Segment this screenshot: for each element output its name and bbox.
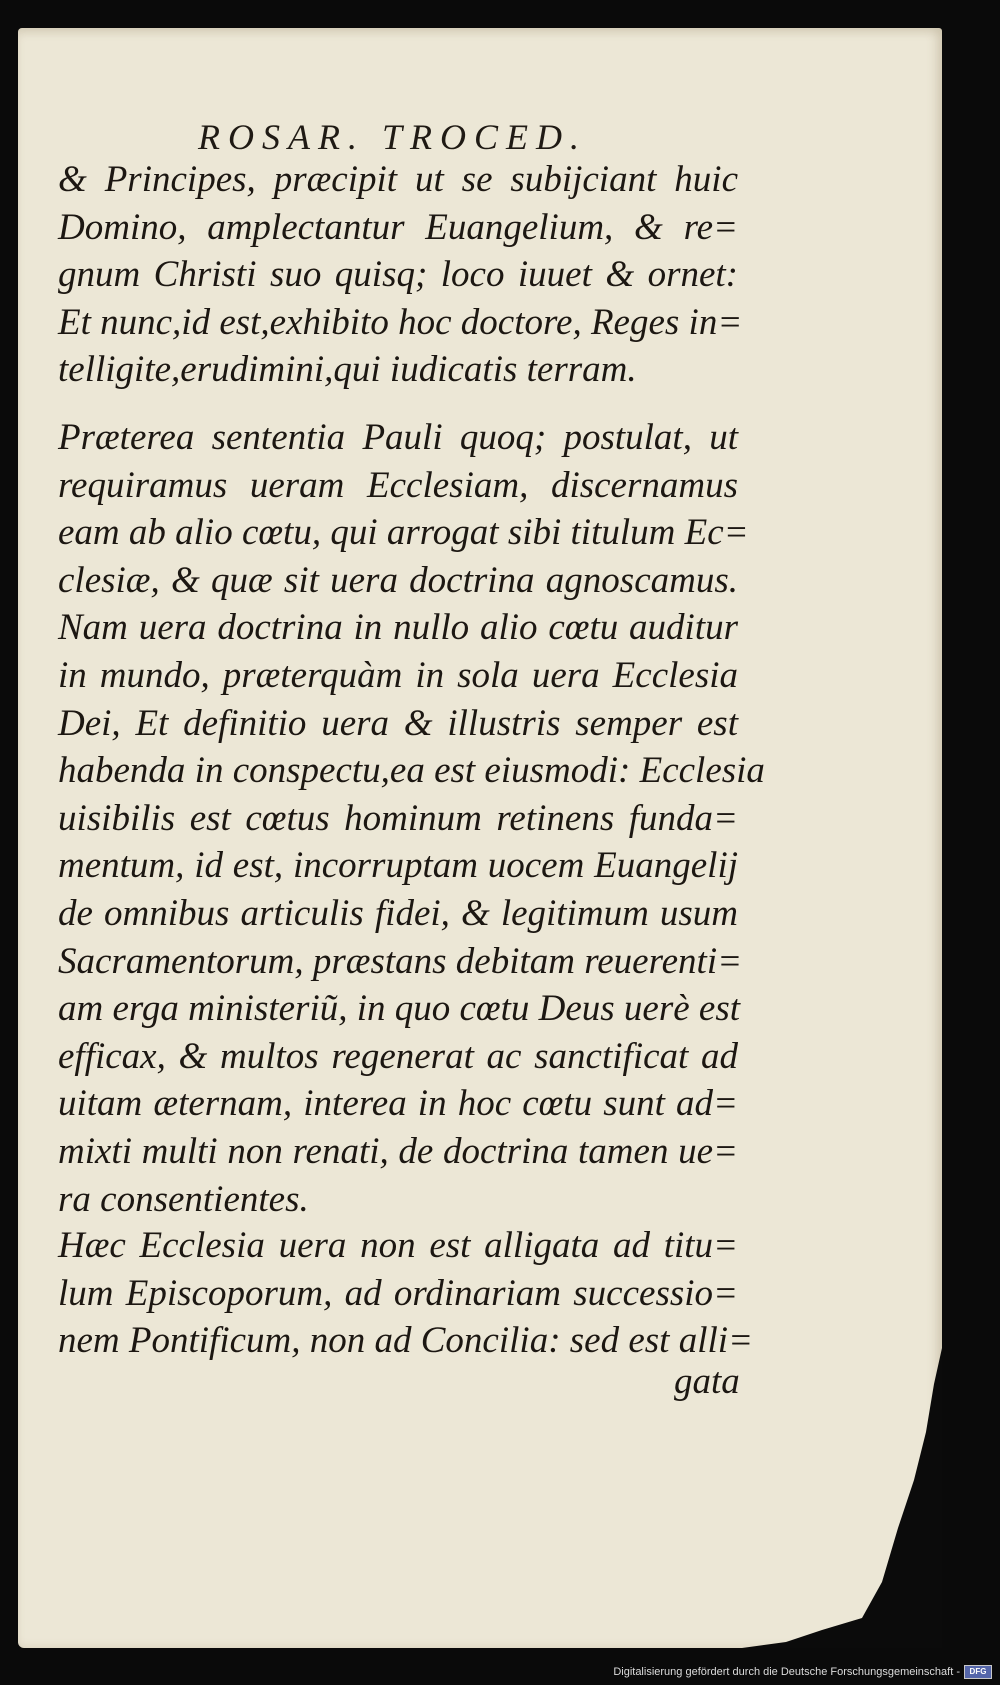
text-line: gnum Christi suo quisq; loco iuuet & ornet: [58,254,738,296]
text-line: de omnibus articulis fidei, & legitimum usum [58,892,738,934]
credit-text: Digitalisierung gefördert durch die Deutsche Forschungsgemeinschaft - [613,1666,960,1678]
text-line: Præterea sententia Pauli quoq; postulat, ut [58,417,738,458]
text-line: uisibilis est cœtus hominum retinens funda= [58,797,738,839]
book-page [18,28,942,1648]
text-line: uitam æternam, interea in hoc cœtu sunt ad= [58,1083,738,1125]
paragraph-2 [58,414,765,1223]
running-title: ROSAR. TROCED. [198,117,587,157]
text-line: mentum, id est, incorruptam uocem Euangelij [58,845,738,887]
catchword: gata [674,1361,740,1402]
text-line: & Principes, præcipit ut se subijciant huic [58,159,738,200]
text-line: clesiæ, & quæ sit uera doctrina agnoscamus. [58,559,738,601]
text-line: eam ab alio cœtu, qui arrogat sibi titulum Ec= [58,512,749,554]
text-line: efficax, & multos regenerat ac sanctificat ad [58,1035,738,1077]
text-line: habenda in conspectu,ea est eiusmodi: Ecclesia [58,750,765,792]
text-line: ra consentientes. [58,1178,309,1220]
dfg-logo-icon: DFG [964,1665,992,1679]
text-line: Nam uera doctrina in nullo alio cœtu auditur [58,607,738,649]
text-line: Et nunc,id est,exhibito hoc doctore, Reges in= [58,301,743,343]
paragraph-1 [58,156,743,394]
paragraph-3 [58,1222,753,1365]
torn-corner [742,1348,942,1648]
text-line: in mundo, præterquàm in sola uera Ecclesia [58,654,738,696]
text-line: nem Pontificum, non ad Concilia: sed est alli= [58,1320,753,1362]
text-line: mixti multi non renati, de doctrina tamen ue= [58,1130,738,1172]
text-line: Dei, Et definitio uera & illustris semper est [58,702,738,744]
text-line: lum Episcoporum, ad ordinariam successio= [58,1272,738,1314]
text-line: am erga ministeriũ, in quo cœtu Deus uerè est [58,988,741,1030]
text-line: telligite,erudimini,qui iudicatis terram. [58,349,637,391]
text-line: Sacramentorum, præstans debitam reuerenti= [58,940,743,982]
digitization-credit [613,1665,992,1679]
text-line: Hæc Ecclesia uera non est alligata ad titu= [58,1225,738,1266]
text-line: requiramus ueram Ecclesiam, discernamus [58,464,738,506]
text-line: Domino, amplectantur Euangelium, & re= [58,206,738,248]
